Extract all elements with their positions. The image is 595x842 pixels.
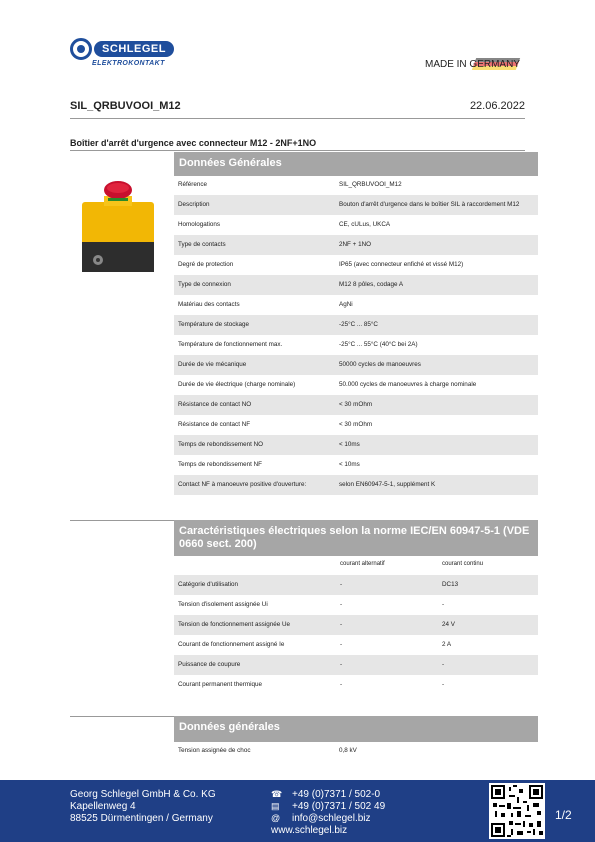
row-value: 2NF + 1NO	[339, 241, 372, 248]
company-city: 88525 Dürmentingen / Germany	[70, 813, 213, 824]
table-row	[174, 655, 538, 675]
value-ac: -	[340, 621, 343, 628]
row-label: Courant de fonctionnement assigné Ie	[178, 641, 285, 648]
phone-icon: ☎	[271, 789, 283, 799]
document-id: SIL_QRBUVOOI_M12	[70, 100, 181, 112]
table-row	[174, 335, 538, 355]
phone-number: +49 (0)7371 / 502-0	[292, 789, 381, 800]
divider	[70, 118, 525, 119]
table-row	[174, 275, 538, 295]
table-row	[174, 435, 538, 455]
email-link[interactable]: info@schlegel.biz	[292, 813, 371, 824]
page-number: 1/2	[555, 808, 572, 822]
divider	[70, 150, 525, 151]
row-label: Courant permanent thermique	[178, 681, 263, 688]
row-label: Résistance de contact NF	[178, 421, 251, 428]
table-row	[174, 215, 538, 235]
row-label: Degré de protection	[178, 261, 234, 268]
row-value: -25°C ... 85°C	[339, 321, 378, 328]
row-label: Durée de vie mécanique	[178, 361, 247, 368]
company-name: Georg Schlegel GmbH & Co. KG	[70, 789, 216, 800]
row-label: Contact NF à manoeuvre positive d'ouverture:	[178, 481, 307, 488]
product-title: Boîtier d'arrêt d'urgence avec connecteur M12 - 2NF+1NO	[70, 138, 317, 148]
section-header-electrical: Caractéristiques électriques selon la norme IEC/EN 60947-5-1 (VDE 0660 sect. 200)	[174, 520, 538, 556]
fax-number: +49 (0)7371 / 502 49	[292, 801, 386, 812]
row-label: Durée de vie électrique (charge nominale)	[178, 381, 296, 388]
table-row	[174, 455, 538, 475]
table-row	[174, 375, 538, 395]
divider	[70, 716, 174, 717]
table-row	[174, 295, 538, 315]
value-dc: 2 A	[442, 641, 452, 648]
value-ac: -	[340, 581, 343, 588]
value-dc: -	[442, 601, 445, 608]
row-label: Temps de rebondissement NO	[178, 441, 264, 448]
product-image	[82, 180, 154, 278]
row-label: Température de fonctionnement max.	[178, 341, 283, 348]
row-label: Description	[178, 201, 210, 208]
row-label: Tension assignée de choc	[178, 747, 251, 754]
table-row	[174, 575, 538, 595]
row-value: Bouton d'arrêt d'urgence dans le boîtier SIL à raccordement M12	[339, 201, 520, 208]
electrical-column-headers	[174, 556, 538, 572]
table-row	[174, 355, 538, 375]
made-in-label: MADE IN GERMANY	[424, 59, 520, 70]
logo-subtitle: ELEKTROKONTAKT	[92, 60, 165, 67]
row-label: Résistance de contact NO	[178, 401, 252, 408]
row-label: Référence	[178, 181, 208, 188]
section-header-general: Données Générales	[174, 152, 538, 176]
row-label: Température de stockage	[178, 321, 250, 328]
row-label: Type de contacts	[178, 241, 226, 248]
row-value: SIL_QRBUVOOI_M12	[339, 181, 402, 188]
schlegel-logo	[70, 38, 180, 72]
value-ac: -	[340, 681, 343, 688]
table-row	[174, 635, 538, 655]
row-value: 0,8 kV	[339, 747, 357, 754]
email-icon: @	[271, 813, 281, 823]
row-value: 50.000 cycles de manoeuvres à charge nominale	[339, 381, 477, 388]
table-row	[174, 415, 538, 435]
table-row	[174, 235, 538, 255]
row-label: Tension de fonctionnement assignée Ue	[178, 621, 291, 628]
logo-emblem-icon	[70, 38, 92, 60]
table-row	[174, 395, 538, 415]
row-value: -25°C ... 55°C (40°C bei 2A)	[339, 341, 418, 348]
logo-wordmark: SCHLEGEL	[94, 41, 174, 57]
row-label: Puissance de coupure	[178, 661, 241, 668]
table-row	[174, 195, 538, 215]
row-value: 50000 cycles de manoeuvres	[339, 361, 421, 368]
row-value: IP65 (avec connecteur enfiché et vissé M12)	[339, 261, 464, 268]
row-value: < 30 mOhm	[339, 421, 373, 428]
divider	[70, 520, 174, 521]
row-value: AgNi	[339, 301, 353, 308]
row-label: Type de connexion	[178, 281, 231, 288]
footer	[0, 780, 595, 842]
document-date: 22.06.2022	[469, 100, 525, 112]
table-row	[174, 595, 538, 615]
row-value: < 10ms	[339, 461, 360, 468]
row-label: Tension d'isolement assignée Ui	[178, 601, 268, 608]
row-value: M12 8 pôles, codage A	[339, 281, 404, 288]
table-row	[174, 615, 538, 635]
table-row	[174, 475, 538, 495]
column-header-ac: courant alternatif	[340, 561, 385, 567]
table-row	[174, 675, 538, 695]
qr-code[interactable]	[489, 783, 545, 839]
website-link[interactable]: www.schlegel.biz	[271, 825, 348, 836]
column-header-dc: courant continu	[442, 561, 484, 567]
row-label: Catégorie d'utilisation	[178, 581, 239, 588]
table-row	[174, 255, 538, 275]
row-label: Matériau des contacts	[178, 301, 240, 308]
value-ac: -	[340, 661, 343, 668]
table-row	[174, 315, 538, 335]
value-dc: DC13	[442, 581, 459, 588]
value-dc: -	[442, 661, 445, 668]
value-ac: -	[340, 641, 343, 648]
row-value: < 30 mOhm	[339, 401, 373, 408]
row-label: Temps de rebondissement NF	[178, 461, 262, 468]
value-dc: -	[442, 681, 445, 688]
table-row	[174, 175, 538, 195]
row-value: < 10ms	[339, 441, 360, 448]
row-label: Homologations	[178, 221, 221, 228]
value-ac: -	[340, 601, 343, 608]
value-dc: 24 V	[442, 621, 455, 628]
row-value: selon EN60947-5-1, supplément K	[339, 481, 436, 488]
company-street: Kapellenweg 4	[70, 801, 136, 812]
table-row	[174, 741, 538, 761]
row-value: CE, cULus, UKCA	[339, 221, 391, 228]
fax-icon: ▤	[271, 801, 280, 811]
section-header-general-2: Données générales	[174, 716, 538, 742]
